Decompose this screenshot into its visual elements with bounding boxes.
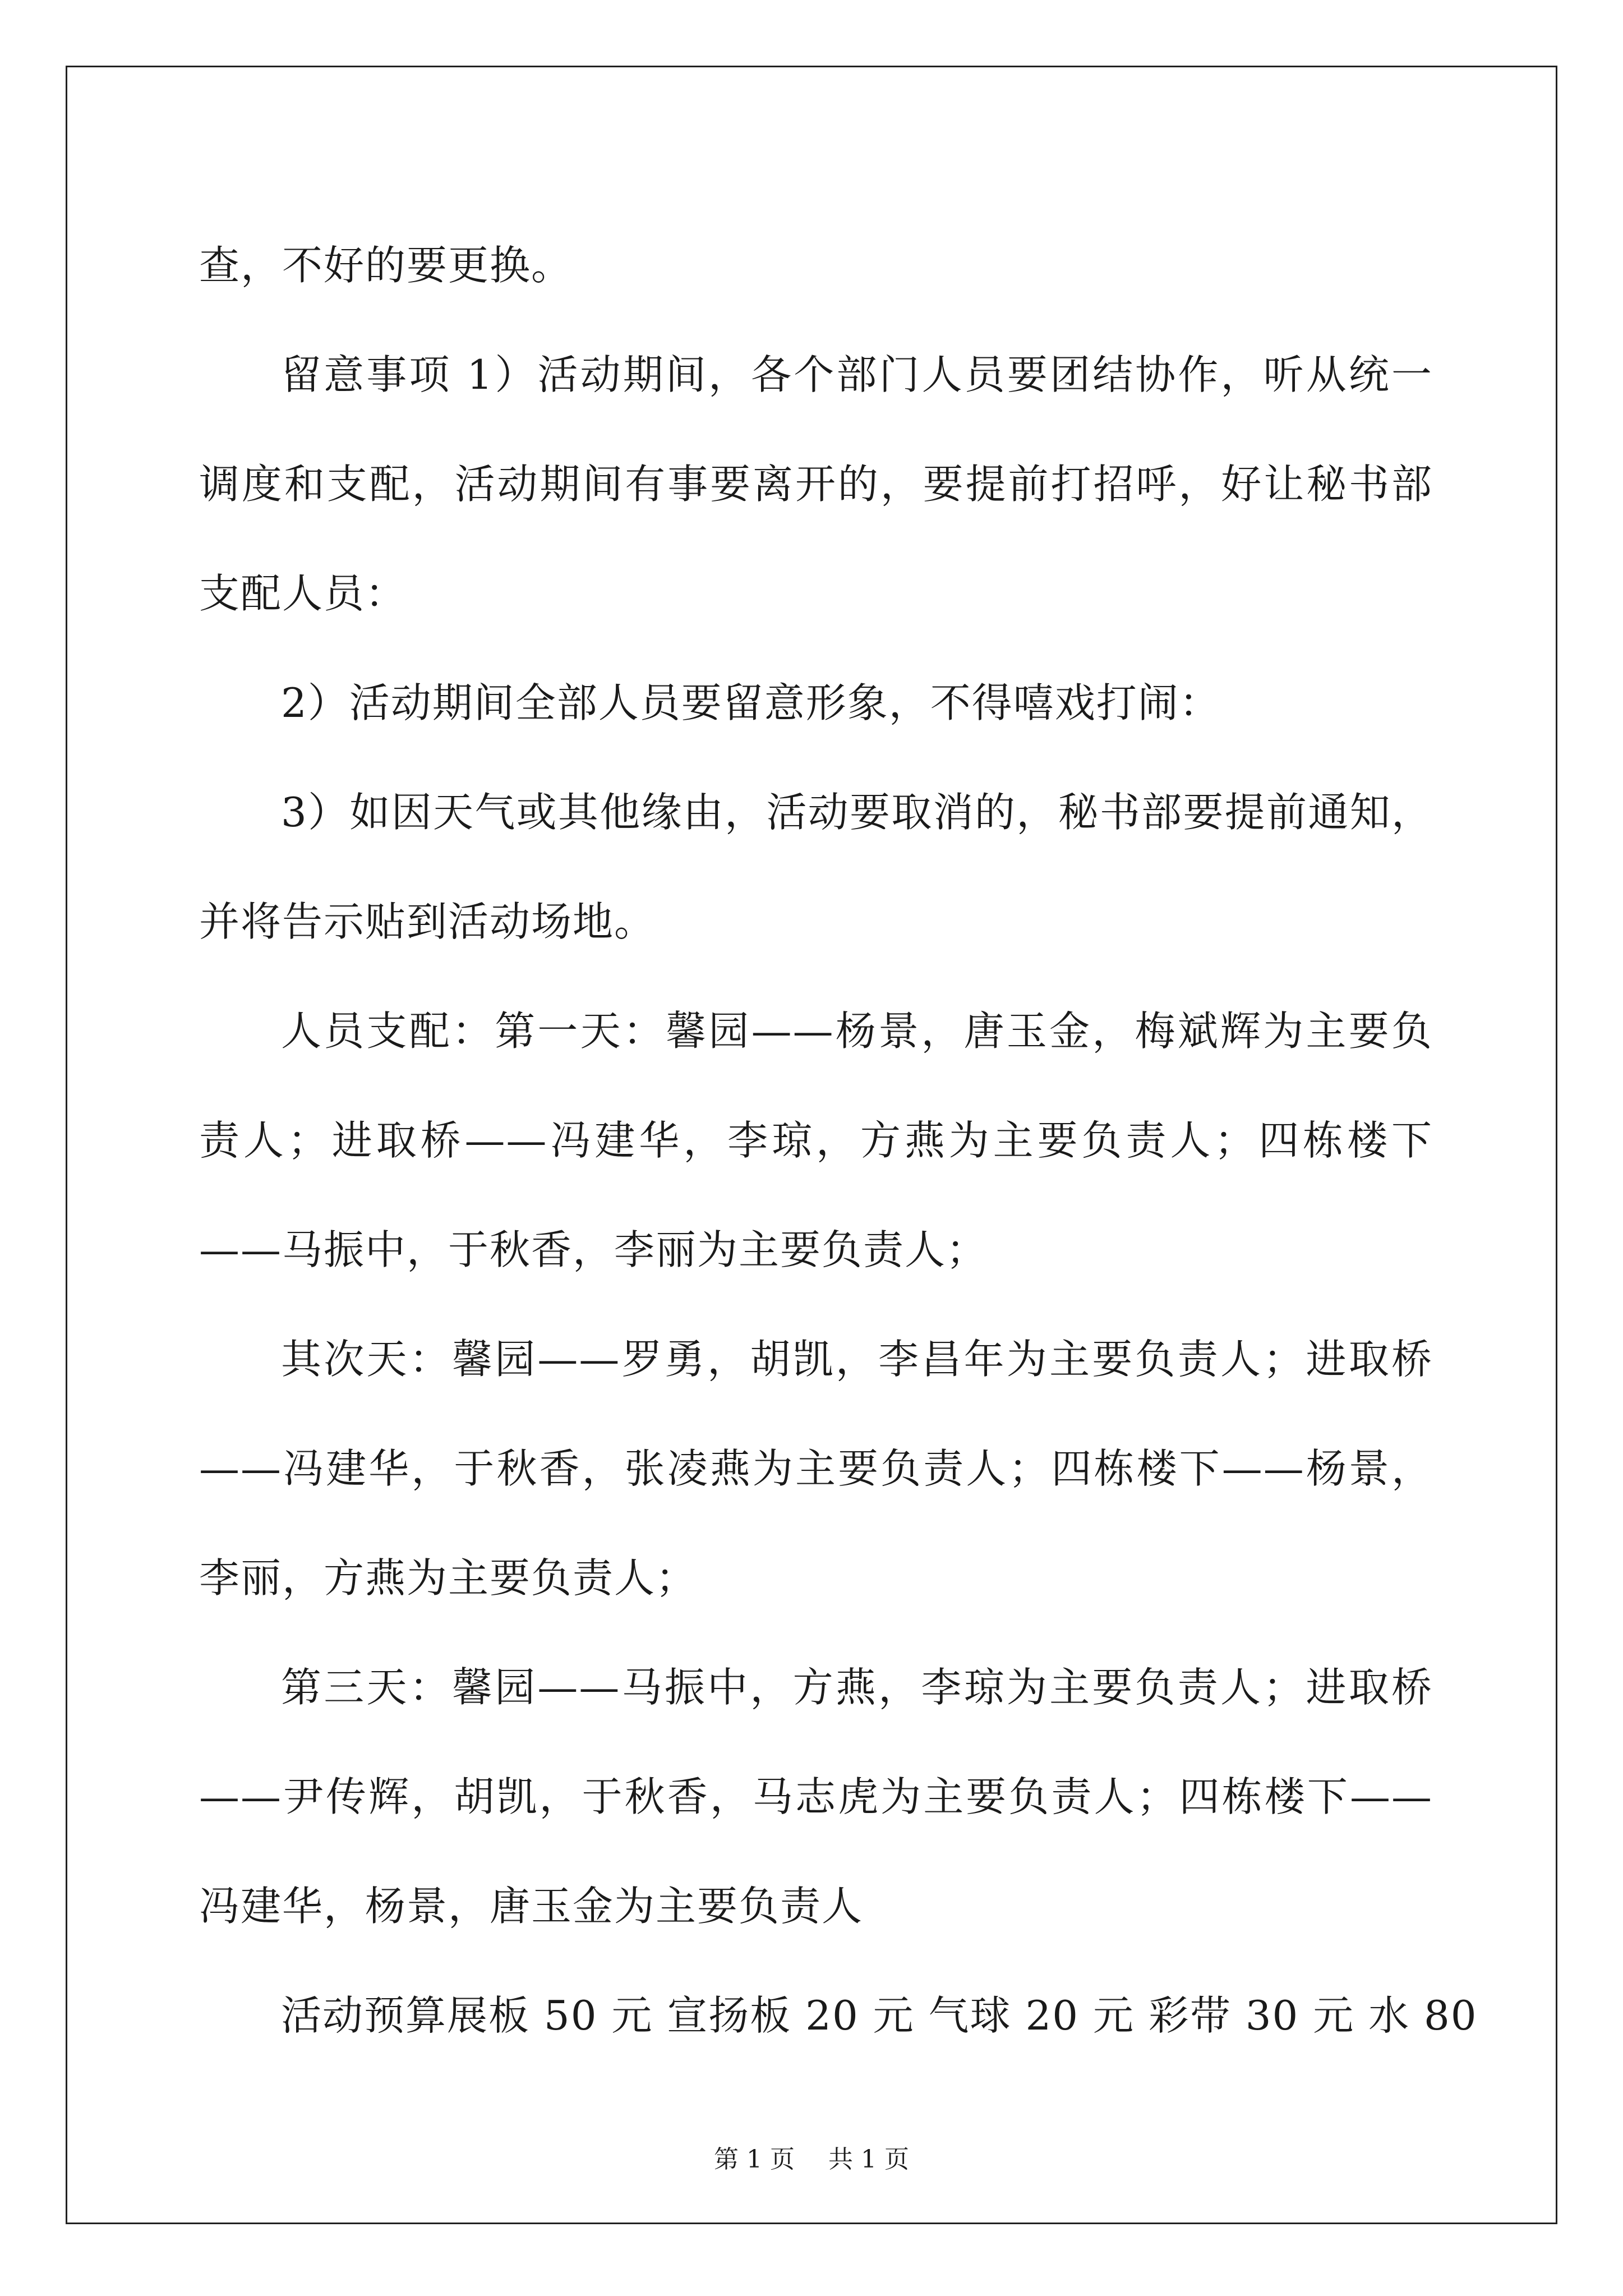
page-number: 第 1 页: [714, 2145, 795, 2174]
document-body: [199, 211, 1478, 2070]
paragraph: 第三天：馨园——马振中，方燕，李琼为主要负责人；进取桥——尹传辉，胡凯，于秋香，马志虎为主要负责人；四栋楼下——冯建华，杨景，唐玉金为主要负责人: [199, 1664, 1433, 1930]
page-total: 共 1 页: [828, 2145, 909, 2174]
paragraph: 留意事项 1）活动期间，各个部门人员要团结协作，听从统一调度和支配，活动期间有事要离开的，要提前打招呼，好让秘书部支配人员：: [199, 351, 1433, 617]
paragraph: 2）活动期间全部人员要留意形象，不得嘻戏打闹：: [281, 679, 1221, 726]
paragraph: 查，不好的要更换。: [199, 242, 573, 289]
paragraph: 人员支配：第一天：馨园——杨景，唐玉金，梅斌辉为主要负责人；进取桥——冯建华，李琼，方燕为主要负责人；四栋楼下——马振中，于秋香，李丽为主要负责人；: [199, 1007, 1433, 1273]
paragraph: 其次天：馨园——罗勇，胡凯，李昌年为主要负责人；进取桥——冯建华，于秋香，张凌燕为主要负责人；四栋楼下——杨景，李丽，方燕为主要负责人；: [199, 1336, 1433, 1602]
paragraph: 活动预算展板 50 元 宣扬板 20 元 气球 20 元 彩带 30 元 水 80: [281, 1992, 1478, 2039]
paragraph: 3）如因天气或其他缘由，活动要取消的，秘书部要提前通知，并将告示贴到活动场地。: [199, 789, 1433, 945]
page-footer: [0, 2143, 1623, 2177]
